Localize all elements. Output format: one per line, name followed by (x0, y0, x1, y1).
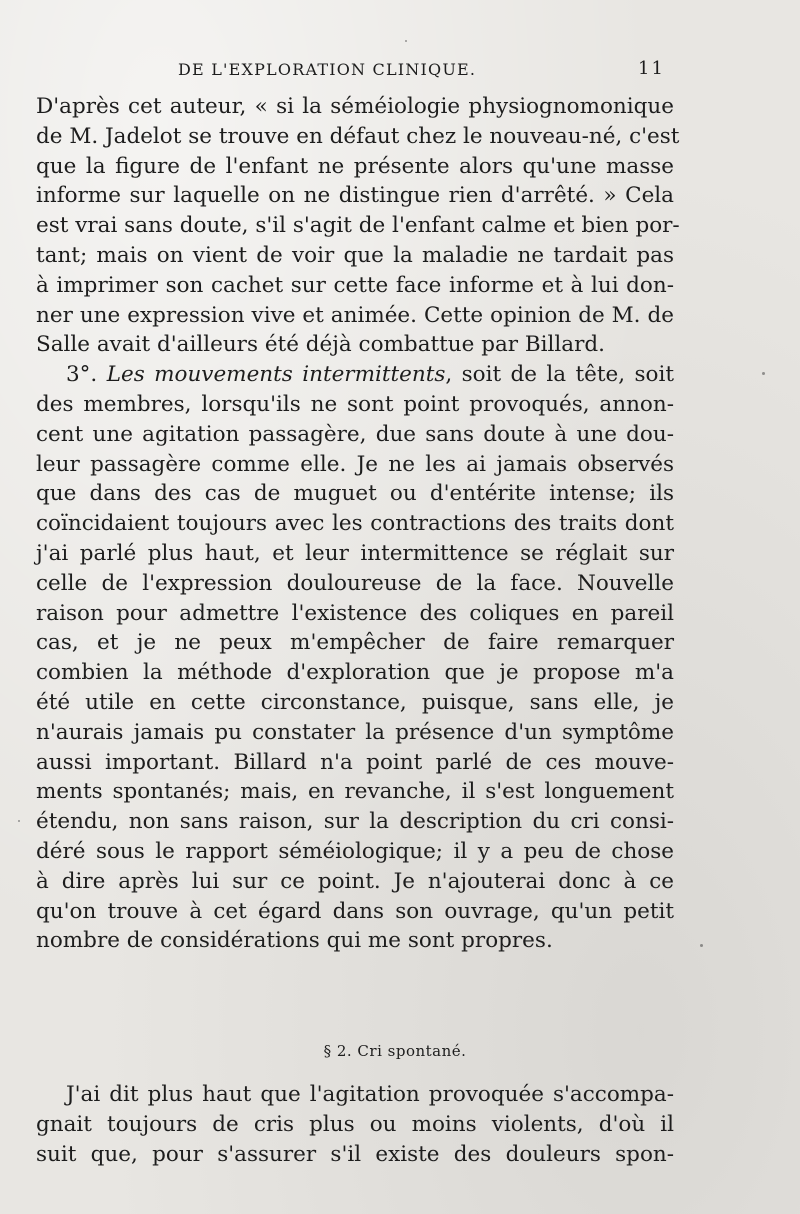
text-line: aussi important. Billard n'a point parlé de ces mouve- (36, 749, 674, 775)
section-text (36, 1080, 674, 1169)
print-speck (700, 944, 703, 947)
running-title: DE L'EXPLORATION CLINIQUE. (178, 60, 477, 79)
text-line: à dire après lui sur ce point. Je n'ajouterai donc à ce (36, 868, 674, 894)
print-speck (762, 372, 765, 375)
paragraph-3-first-line-rest: , soit de la tête, soit (445, 362, 674, 388)
text-line: ments spontanés; mais, en revanche, il s'est longuement (36, 779, 674, 805)
text-line: n'aurais jamais pu constater la présence d'un symptôme (36, 719, 674, 745)
text-line: été utile en cette circonstance, puisque, sans elle, je (36, 689, 674, 715)
text-line: J'ai dit plus haut que l'agitation provoquée s'accompa- (66, 1082, 674, 1107)
text-line: de M. Jadelot se trouve en défaut chez le nouveau-né, c'est (36, 123, 680, 149)
text-line: ner une expression vive et animée. Cette opinion de M. de (36, 302, 674, 328)
text-line: celle de l'expression douloureuse de la face. Nouvelle (36, 570, 674, 596)
text-line: que la figure de l'enfant ne présente alors qu'une masse (36, 153, 674, 179)
text-line: coïncidaient toujours avec les contractions des traits dont (36, 511, 674, 537)
page-number: 11 (638, 58, 665, 79)
section-heading (0, 1042, 800, 1060)
paragraph-number: 3°. (66, 362, 98, 388)
text-line: raison pour admettre l'existence des coliques en pareil (36, 600, 674, 626)
text-line: à imprimer son cachet sur cette face informe et à lui don- (36, 272, 674, 298)
text-line: des membres, lorsqu'ils ne sont point provoqués, annon- (36, 391, 674, 417)
text-line: nombre de considérations qui me sont propres. (36, 928, 553, 954)
text-line: combien la méthode d'exploration que je propose m'a (36, 660, 674, 686)
text-line: déré sous le rapport séméiologique; il y a peu de chose (36, 838, 674, 864)
text-line: étendu, non sans raison, sur la description du cri consi- (36, 809, 674, 835)
text-line: tant; mais on vient de voir que la maladie ne tardait pas (36, 242, 674, 268)
text-line: gnait toujours de cris plus ou moins violents, d'où il (36, 1111, 674, 1137)
text-line: cent une agitation passagère, due sans doute à une dou- (36, 421, 674, 447)
text-line: cas, et je ne peux m'empêcher de faire remarquer (36, 630, 674, 656)
text-line: leur passagère comme elle. Je ne les ai jamais observés (36, 451, 674, 477)
text-line: D'après cet auteur, « si la séméiologie physiognomonique (36, 94, 674, 119)
paragraph-3-first-line (36, 360, 674, 390)
main-text (36, 92, 680, 956)
text-line: est vrai sans doute, s'il s'agit de l'enfant calme et bien por- (36, 213, 680, 239)
print-speck (18, 820, 20, 822)
text-line: qu'on trouve à cet égard dans son ouvrage, qu'un petit (36, 898, 674, 924)
text-line: suit que, pour s'assurer s'il existe des douleurs spon- (36, 1141, 674, 1167)
text-line: que dans des cas de muguet ou d'entérite intense; ils (36, 481, 674, 507)
print-speck (405, 40, 407, 42)
text-line: Salle avait d'ailleurs été déjà combattue par Billard. (36, 332, 606, 358)
italic-term: Les mouvements intermittents (106, 362, 446, 388)
text-line: j'ai parlé plus haut, et leur intermittence se réglait sur (36, 540, 674, 566)
text-line: informe sur laquelle on ne distingue rien d'arrêté. » Cela (36, 183, 674, 209)
section-heading-text: § 2. Cri spontané. (323, 1042, 467, 1060)
page-header (0, 58, 800, 88)
